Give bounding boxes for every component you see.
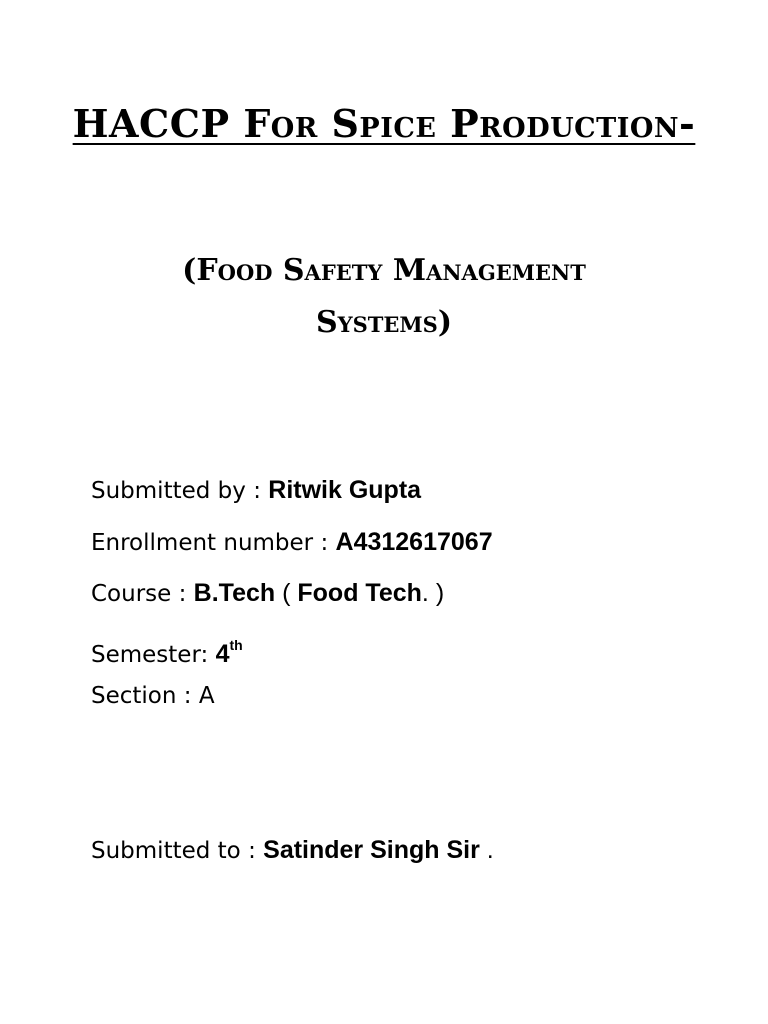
submitted-to-label: Submitted to : xyxy=(91,838,264,864)
submitted-by-value: Ritwik Gupta xyxy=(268,476,422,504)
course-branch-value: Food Tech xyxy=(297,579,422,607)
submitted-by-field xyxy=(91,474,421,507)
submitted-by-label: Submitted by : xyxy=(91,478,269,504)
semester-field xyxy=(91,629,243,671)
section-label: Section : A xyxy=(91,683,215,709)
semester-suffix: th xyxy=(229,637,243,653)
course-degree-value: B.Tech xyxy=(193,579,276,607)
semester-label: Semester: xyxy=(91,642,216,668)
enrollment-field xyxy=(91,526,493,559)
subtitle-line-2: Systems) xyxy=(315,305,453,340)
course-label: Course : xyxy=(91,581,194,607)
document-title-text: HACCP For Spice Production- xyxy=(72,101,696,146)
enrollment-value: A4312617067 xyxy=(335,528,493,556)
semester-value: 4 xyxy=(215,640,230,668)
submitted-to-tail: . xyxy=(479,836,494,864)
submitted-to-field xyxy=(91,834,494,867)
course-paren-open: ( xyxy=(275,579,298,607)
submitted-to-value: Satinder Singh Sir xyxy=(263,836,480,864)
document-title xyxy=(0,100,768,148)
subtitle-line-1: (Food Safety Management xyxy=(182,253,586,288)
section-field xyxy=(91,680,215,712)
enrollment-label: Enrollment number : xyxy=(91,530,336,556)
document-subtitle xyxy=(110,245,658,349)
course-tail: . ) xyxy=(421,579,445,607)
course-field xyxy=(91,577,444,610)
